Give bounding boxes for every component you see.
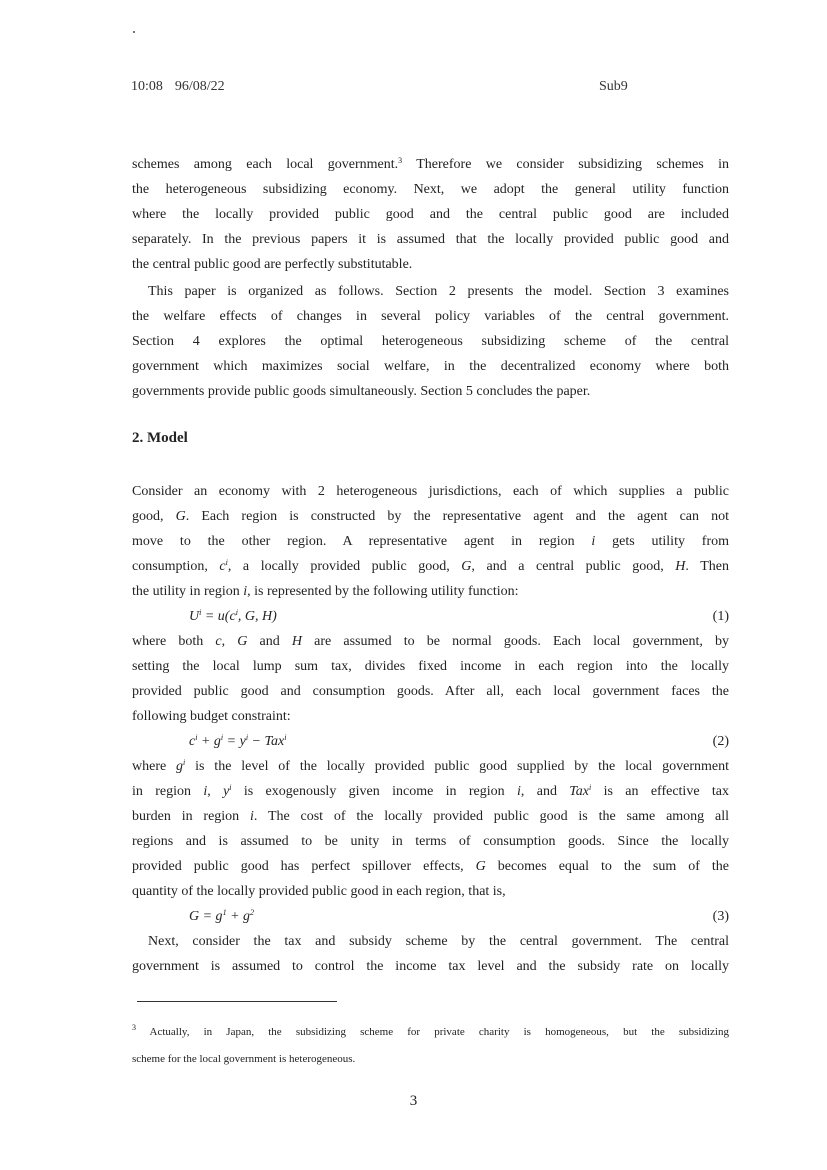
text-line: the central public good are perfectly substitutable. xyxy=(132,257,413,272)
header-date: 96/08/22 xyxy=(174,79,225,94)
equation-2-number: (2) xyxy=(712,734,729,749)
equation-2-expression: $c^i + g^i = y^i - Tax^i$ xyxy=(189,733,287,749)
intro-paragraph-1 xyxy=(132,152,729,277)
header-doc-id: Sub9 xyxy=(599,79,628,94)
text-line: provided public good has perfect spillover effects, G becomes equal to the sum of the xyxy=(132,859,729,874)
text-line: where the locally provided public good and the central public good are included xyxy=(132,207,729,222)
intro-paragraph-2 xyxy=(132,279,729,404)
text-line: where $g^i$ is the level of the locally provided public good supplied by the local government xyxy=(132,758,729,774)
text-line: where both c, G and H are assumed to be normal goods. Each local government, by xyxy=(132,634,730,649)
equation-1 xyxy=(132,604,729,629)
header-time: 10:08 xyxy=(131,79,163,94)
text-line: in region i, $y^i$ is exogenously given income in region i, and Tax$^i$ is an effective tax xyxy=(132,783,729,799)
text-line: government which maximizes social welfare, in the decentralized economy where both xyxy=(132,359,729,374)
equation-1-number: (1) xyxy=(712,609,729,624)
footnote-ref: 3 xyxy=(398,156,403,165)
text-line: the utility in region i, is represented by the following utility function: xyxy=(132,584,519,599)
text-line: the heterogeneous subsidizing economy. Next, we adopt the general utility function xyxy=(132,182,729,197)
footnote-separator xyxy=(137,1001,337,1002)
text-line: consumption, $c^i$, a locally provided public good, G, and a central public good, H. Then xyxy=(132,558,729,574)
text-line: schemes among each local government.$^3$ Therefore we consider subsidizing schemes in xyxy=(132,156,729,172)
page-header-timestamp xyxy=(131,79,225,95)
footnote xyxy=(132,1019,729,1073)
text-line: following budget constraint: xyxy=(132,709,291,724)
text-line: quantity of the locally provided public good in each region, that is, xyxy=(132,884,506,899)
equation-1-expression: $U^i = u(c^i$, G, H) xyxy=(189,608,277,624)
text-line: the welfare effects of changes in several policy variables of the central government. xyxy=(132,309,729,324)
text-line: Next, consider the tax and subsidy scheme by the central government. The central xyxy=(148,934,729,949)
text-line: good, G. Each region is constructed by the representative agent and the agent can not xyxy=(132,509,730,524)
text-line: governments provide public goods simultaneously. Section 5 concludes the paper. xyxy=(132,384,591,399)
text-line: This paper is organized as follows. Section 2 presents the model. Section 3 examines xyxy=(148,284,729,299)
text-line: provided public good and consumption goods. After all, each local government faces the xyxy=(132,684,729,699)
text-line: Consider an economy with 2 heterogeneous jurisdictions, each of which supplies a public xyxy=(132,484,729,499)
page-number: 3 xyxy=(409,1093,418,1109)
scan-speck xyxy=(133,31,135,33)
text-line: burden in region i. The cost of the locally provided public good is the same among all xyxy=(132,809,729,824)
text-line: move to the other region. A representative agent in region i gets utility from xyxy=(132,534,729,549)
text-line: regions and is assumed to be unity in terms of consumption goods. Since the locally xyxy=(132,834,729,849)
equation-3-expression: $G = g^1 + g^2$ xyxy=(189,908,255,924)
equation-2 xyxy=(132,729,729,754)
model-section-body xyxy=(132,479,729,979)
footnote-line-2: scheme for the local government is heterogeneous. xyxy=(132,1053,356,1065)
text-line: separately. In the previous papers it is assumed that the locally provided public good and xyxy=(132,232,729,247)
text-line: government is assumed to control the income tax level and the subsidy rate on locally xyxy=(132,959,729,974)
equation-3-number: (3) xyxy=(712,909,729,924)
section-heading: 2. Model xyxy=(132,430,188,446)
text-line: setting the local lump sum tax, divides fixed income in each region into the locally xyxy=(132,659,729,674)
footnote-line-1: $^3$ Actually, in Japan, the subsidizing scheme for private charity is homogeneous, but the subsidizing xyxy=(132,1023,729,1038)
equation-3 xyxy=(132,904,729,929)
text-line: Section 4 explores the optimal heterogeneous subsidizing scheme of the central xyxy=(132,334,729,349)
footnote-mark: 3 xyxy=(132,1023,136,1032)
